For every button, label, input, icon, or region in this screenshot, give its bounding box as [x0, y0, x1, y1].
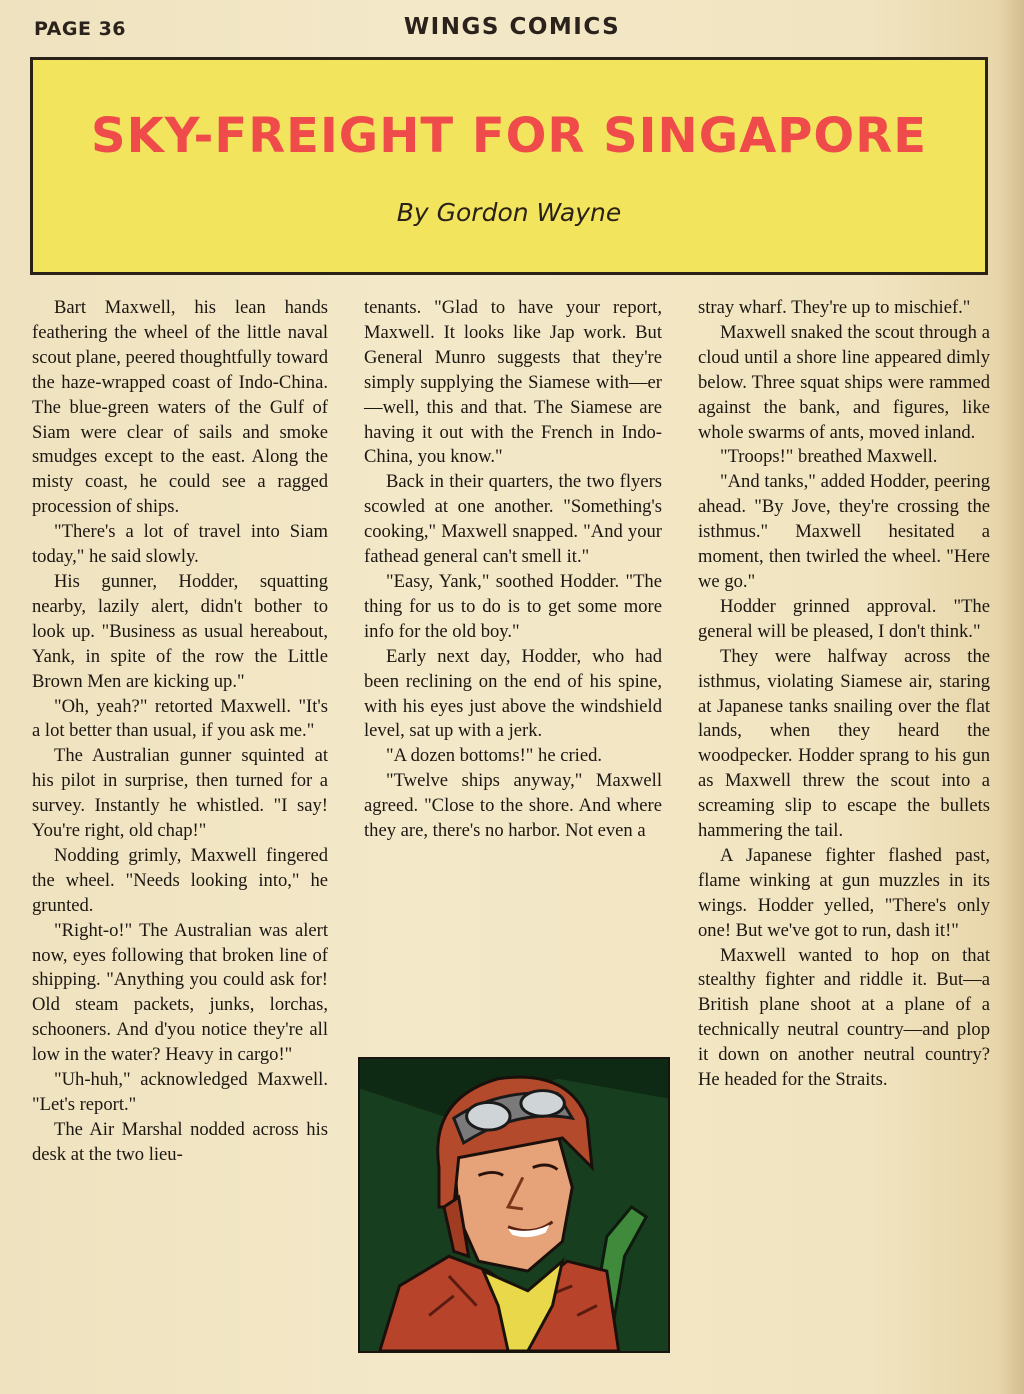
paragraph: "Twelve ships anyway," Maxwell agreed. "Close to the shore. And where they are, there's no harbor. Not even a — [364, 770, 662, 842]
paragraph: Bart Maxwell, his lean hands feathering the wheel of the little naval scout plane, peered thoughtfully toward the haze-wrapped coast of Indo-China. The blue-green waters of the Gulf of Siam were clear of sails and smoke smudges except to the east. Along the misty coast, he could see a ragged procession of ships. — [32, 297, 328, 518]
pilot-portrait-image — [360, 1059, 668, 1351]
paragraph: "Troops!" breathed Maxwell. — [720, 446, 938, 468]
pilot-illustration — [358, 1057, 670, 1353]
text-column-1 — [32, 296, 328, 1168]
paragraph: "Oh, yeah?" retorted Maxwell. "It's a lot better than usual, if you ask me." — [32, 695, 328, 742]
text-column-2 — [364, 296, 662, 844]
paragraph: They were halfway across the isthmus, violating Siamese air, staring at Japanese tanks snailing over the flat lands, when they heard the woodpecker. Hodder sprang to his gun as Maxwell threw the scout into a screaming slip to escape the bullets hammering the tail. — [698, 645, 990, 842]
paragraph: A Japanese fighter flashed past, flame winking at gun muzzles in its wings. Hodder yelled, "There's only one! But we've got to run, dash it!" — [698, 844, 990, 941]
paragraph: "Easy, Yank," soothed Hodder. "The thing for us to do is to get some more info for the old boy." — [364, 570, 662, 642]
page-header — [30, 14, 994, 44]
magazine-title: WINGS COMICS — [403, 14, 621, 40]
paragraph: Back in their quarters, the two flyers scowled at one another. "Something's cooking," Maxwell snapped. "And your fathead general can't smell it." — [364, 471, 662, 568]
story-byline: By Gordon Wayne — [396, 198, 622, 227]
paragraph: "And tanks," added Hodder, peering ahead. "By Jove, they're crossing the isthmus." Maxwell hesitated a moment, then twirled the wheel. "Here we go." — [698, 471, 990, 592]
page-edge-shadow — [998, 0, 1024, 1394]
paragraph: The Australian gunner squinted at his pilot in surprise, then turned for a survey. Instantly he whistled. "I say! You're right, old chap!" — [32, 745, 328, 842]
paragraph: "A dozen bottoms!" he cried. — [386, 745, 603, 767]
paragraph: "There's a lot of travel into Siam today," he said slowly. — [32, 521, 328, 568]
paragraph: His gunner, Hodder, squatting nearby, lazily alert, didn't bother to look up. "Business as usual hereabout, Yank, in spite of the row the Little Brown Men are kicking up." — [32, 570, 328, 692]
paragraph: stray wharf. They're up to mischief." — [698, 297, 971, 318]
story-title: SKY-FREIGHT FOR SINGAPORE — [91, 108, 927, 164]
paragraph: "Uh-huh," acknowledged Maxwell. "Let's report." — [32, 1069, 328, 1115]
paragraph: Hodder grinned approval. "The general will be pleased, I don't think." — [698, 595, 990, 642]
paragraph: Nodding grimly, Maxwell fingered the wheel. "Needs looking into," he grunted. — [32, 844, 328, 916]
paragraph: The Air Marshal nodded across his desk at the two lieu- — [32, 1118, 328, 1165]
page-number: PAGE 36 — [34, 18, 127, 40]
story-title-box — [30, 57, 988, 275]
paragraph: Maxwell wanted to hop on that stealthy fighter and riddle it. But—a British plane shoot at a plane of a technically neutral country—and plop it down on another neutral country? He headed for the Straits. — [698, 944, 990, 1091]
paragraph: Early next day, Hodder, who had been reclining on the end of his spine, with his eyes just above the windshield level, sat up with a jerk. — [364, 645, 662, 742]
paragraph: Maxwell snaked the scout through a cloud until a shore line appeared dimly below. Three squat ships were rammed against the bank, and figures, like whole swarms of ants, moved inland. — [698, 321, 990, 443]
text-column-3 — [698, 296, 990, 1093]
paragraph: "Right-o!" The Australian was alert now, eyes following that broken line of shipping. "Anything you could ask for! Old steam packets, junks, lorchas, schooners. And d'you notice they're all low in the water? Heavy in cargo!" — [32, 919, 328, 1066]
paragraph: tenants. "Glad to have your report, Maxwell. It looks like Jap work. But General Munro suggests that they're simply supplying the Siamese with—er—well, this and that. The Siamese are having it out with the French in Indo-China, you know." — [364, 297, 662, 468]
